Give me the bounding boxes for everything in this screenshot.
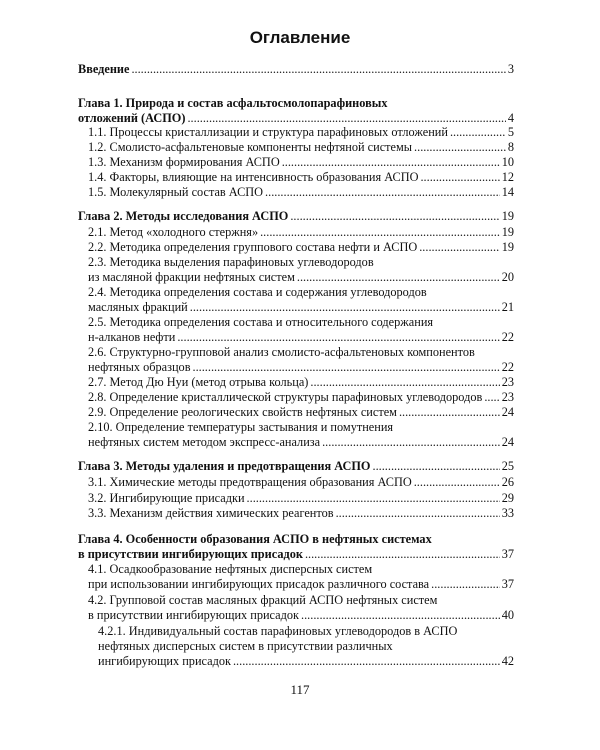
dot-leader bbox=[131, 62, 505, 77]
dot-leader bbox=[233, 654, 500, 669]
toc-entry[interactable] bbox=[78, 345, 514, 375]
toc-entry[interactable] bbox=[78, 185, 514, 200]
toc-page-number: 40 bbox=[501, 608, 514, 622]
toc-page-number: 29 bbox=[501, 491, 514, 505]
toc-page-number: 22 bbox=[501, 360, 514, 374]
toc-entry[interactable] bbox=[78, 593, 514, 623]
toc-entry[interactable] bbox=[78, 405, 514, 420]
toc-entry-text: 1.3. Механизм формирования АСПО bbox=[88, 155, 280, 169]
toc-entry[interactable] bbox=[78, 140, 514, 155]
toc-entry-text: н-алканов нефти bbox=[88, 330, 176, 344]
toc-entry[interactable] bbox=[78, 315, 514, 345]
dot-leader bbox=[450, 125, 506, 140]
toc-entry-text: 2.5. Методика определения состава и относительного содержания bbox=[88, 315, 434, 329]
dot-leader bbox=[373, 459, 500, 474]
page-title: Оглавление bbox=[249, 28, 351, 47]
dot-leader bbox=[297, 270, 500, 285]
toc-entry[interactable] bbox=[78, 624, 514, 669]
toc-entry-text: 3.1. Химические методы предотвращения образования АСПО bbox=[88, 475, 412, 489]
toc-entry-text: Глава 1. Природа и состав асфальтосмолопарафиновых bbox=[78, 96, 388, 110]
toc-entry[interactable] bbox=[78, 491, 514, 506]
toc-page-number: 5 bbox=[507, 125, 514, 139]
toc-entry-text: 2.7. Метод Дю Нуи (метод отрыва кольца) bbox=[88, 375, 309, 389]
toc-page-number: 25 bbox=[501, 459, 514, 473]
dot-leader bbox=[282, 155, 500, 170]
toc-entry[interactable] bbox=[78, 375, 514, 390]
dot-leader bbox=[301, 608, 500, 623]
toc-entry[interactable] bbox=[78, 125, 514, 140]
toc-entry[interactable] bbox=[78, 475, 514, 490]
dot-leader bbox=[336, 506, 500, 521]
dot-leader bbox=[193, 360, 500, 375]
toc-entry[interactable] bbox=[78, 459, 514, 474]
toc-entry-text: нефтяных образцов bbox=[88, 360, 191, 374]
toc-entry[interactable] bbox=[78, 285, 514, 315]
toc-page-number: 24 bbox=[501, 405, 514, 419]
toc-page-number: 21 bbox=[501, 300, 514, 314]
toc-page-number: 19 bbox=[501, 209, 514, 223]
toc-entry[interactable] bbox=[78, 155, 514, 170]
dot-leader bbox=[190, 300, 500, 315]
toc-entry-text: 2.2. Методика определения группового состава нефти и АСПО bbox=[88, 240, 418, 254]
toc-entry[interactable] bbox=[78, 532, 514, 562]
toc-page-number: 19 bbox=[501, 240, 514, 254]
toc-page-number: 12 bbox=[501, 170, 514, 184]
toc-entry-text: 2.1. Метод «холодного стержня» bbox=[88, 225, 259, 239]
toc-entry-text: нефтяных систем методом экспресс-анализа bbox=[88, 435, 321, 449]
toc-entry-text: 2.4. Методика определения состава и содержания углеводородов bbox=[88, 285, 427, 299]
toc-entry-text: нефтяных дисперсных систем в присутствии различных bbox=[98, 639, 393, 653]
toc-page-number: 10 bbox=[501, 155, 514, 169]
toc-entry-text: 4.2. Групповой состав масляных фракций АСПО нефтяных систем bbox=[88, 593, 438, 607]
toc-entry-text: в присутствии ингибирующих присадок bbox=[78, 547, 303, 561]
toc-entry-text: 4.1. Осадкообразование нефтяных дисперсных систем bbox=[88, 562, 373, 576]
dot-leader bbox=[260, 225, 500, 240]
dot-leader bbox=[419, 240, 499, 255]
toc-entry-text: 1.5. Молекулярный состав АСПО bbox=[88, 185, 264, 199]
dot-leader bbox=[431, 577, 500, 592]
toc-entry[interactable] bbox=[78, 209, 514, 224]
dot-leader bbox=[420, 170, 499, 185]
toc-entry[interactable] bbox=[78, 225, 514, 240]
toc-entry-text: при использовании ингибирующих присадок различного состава bbox=[88, 577, 430, 591]
toc-entry-text: масляных фракций bbox=[88, 300, 188, 314]
dot-leader bbox=[305, 547, 500, 562]
toc-page-number: 23 bbox=[501, 375, 514, 389]
dot-leader bbox=[265, 185, 500, 200]
toc-page-number: 4 bbox=[507, 111, 514, 125]
toc-entry-text: 1.1. Процессы кристаллизации и структура парафиновых отложений bbox=[88, 125, 448, 139]
toc-entry-text: 2.6. Структурно-групповой анализ смолисто-асфальтеновых компонентов bbox=[88, 345, 475, 359]
toc-entry-text: 1.4. Факторы, влияющие на интенсивность образования АСПО bbox=[88, 170, 419, 184]
dot-leader bbox=[177, 330, 499, 345]
toc-page-number: 26 bbox=[501, 475, 514, 489]
toc-entry-text: 2.9. Определение реологических свойств нефтяных систем bbox=[88, 405, 397, 419]
toc-page-number: 22 bbox=[501, 330, 514, 344]
toc-entry-text: в присутствии ингибирующих присадок bbox=[88, 608, 300, 622]
toc-entry[interactable] bbox=[78, 390, 514, 405]
toc-entry-text: Введение bbox=[78, 62, 130, 76]
toc-entry-text: 2.8. Определение кристаллической структуры парафиновых углеводородов bbox=[88, 390, 483, 404]
dot-leader bbox=[414, 140, 506, 155]
toc-page-number: 14 bbox=[501, 185, 514, 199]
toc-entry[interactable] bbox=[78, 506, 514, 521]
toc-entry-text: отложений (АСПО) bbox=[78, 111, 186, 125]
toc-entry-text: 2.3. Методика выделения парафиновых углеводородов bbox=[88, 255, 374, 269]
toc-entry-text: 1.2. Смолисто-асфальтеновые компоненты нефтяной системы bbox=[88, 140, 413, 154]
dot-leader bbox=[187, 111, 505, 126]
toc-page-number: 19 bbox=[501, 225, 514, 239]
toc-entry-text: 3.3. Механизм действия химических реагентов bbox=[88, 506, 334, 520]
toc-entry-text: из масляной фракции нефтяных систем bbox=[88, 270, 295, 284]
dot-leader bbox=[310, 375, 499, 390]
page-number: 117 bbox=[290, 682, 310, 697]
toc-entry-text: Глава 2. Методы исследования АСПО bbox=[78, 209, 289, 223]
dot-leader bbox=[247, 491, 500, 506]
toc-entry[interactable] bbox=[78, 240, 514, 255]
toc-page-number: 42 bbox=[501, 654, 514, 668]
toc-page-number: 37 bbox=[501, 547, 514, 561]
dot-leader bbox=[290, 209, 499, 224]
toc-entry[interactable] bbox=[78, 255, 514, 285]
toc-page-number: 8 bbox=[507, 140, 514, 154]
toc-entry[interactable] bbox=[78, 62, 514, 77]
toc-entry[interactable] bbox=[78, 420, 514, 450]
toc-page-number: 3 bbox=[507, 62, 514, 76]
dot-leader bbox=[322, 435, 500, 450]
toc-page-number: 33 bbox=[501, 506, 514, 520]
toc-entry-text: ингибирующих присадок bbox=[98, 654, 231, 668]
toc-entry-text: 3.2. Ингибирующие присадки bbox=[88, 491, 245, 505]
toc-page-number: 23 bbox=[501, 390, 514, 404]
dot-leader bbox=[484, 390, 499, 405]
toc-entry-text: Глава 4. Особенности образования АСПО в нефтяных системах bbox=[78, 532, 432, 546]
toc-entry[interactable] bbox=[78, 170, 514, 185]
toc-page-number: 24 bbox=[501, 435, 514, 449]
toc-entry[interactable] bbox=[78, 96, 514, 126]
toc-entry-text: 2.10. Определение температуры застывания и помутнения bbox=[88, 420, 394, 434]
toc-page-number: 37 bbox=[501, 577, 514, 591]
toc-entry[interactable] bbox=[78, 562, 514, 592]
dot-leader bbox=[414, 475, 500, 490]
toc-entry-text: Глава 3. Методы удаления и предотвращения АСПО bbox=[78, 459, 371, 473]
toc-page-number: 20 bbox=[501, 270, 514, 284]
dot-leader bbox=[399, 405, 500, 420]
toc-entry-text: 4.2.1. Индивидуальный состав парафиновых углеводородов в АСПО bbox=[98, 624, 458, 638]
